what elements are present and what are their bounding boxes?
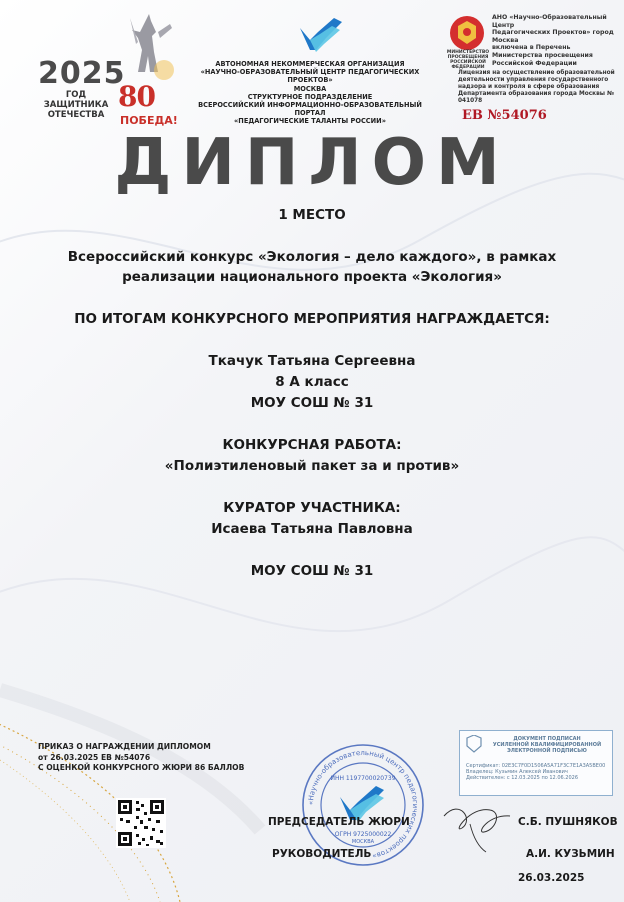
curator-name: Исаева Татьяна Павловна: [211, 521, 413, 537]
organization-logo-icon: [296, 14, 348, 58]
order-line-1: ПРИКАЗ О НАГРАЖДЕНИИ ДИПЛОМОМ: [38, 742, 211, 751]
ministry-caption: МИНИСТЕРСТВО ПРОСВЕЩЕНИЯ РОССИЙСКОЙ ФЕДЕРАЦИИ: [446, 50, 490, 70]
victory-number: 80: [118, 80, 155, 113]
ecard-valid: Действителен: с 12.03.2025 по 12.06.2026: [466, 775, 578, 781]
place-label: 1 МЕСТО: [278, 207, 346, 223]
year-caption: [36, 90, 116, 120]
handwritten-signature: [440, 790, 520, 860]
license-line: Департамента образования города Москвы № 041078: [458, 91, 615, 104]
org-line: АВТОНОМНАЯ НЕКОММЕРЧЕСКАЯ ОРГАНИЗАЦИЯ: [215, 60, 405, 68]
stamp-ogrn: ОГРН 9725000022: [334, 831, 392, 838]
participant-name: Ткачук Татьяна Сергеевна: [208, 353, 416, 369]
right-org-line: Педагогических Проектов» город Москва: [492, 29, 614, 44]
participant-grade: 8 А класс: [275, 374, 349, 390]
org-line: ВСЕРОССИЙСКИЙ ИНФОРМАЦИОННО-ОБРАЗОВАТЕЛЬНЫЙ ПОРТАЛ: [198, 101, 422, 118]
license-text: [458, 70, 624, 105]
contest-line-2: реализации национального проекта «Экология»: [122, 269, 502, 285]
right-org-line: Российской Федерации: [492, 59, 577, 67]
head-role: РУКОВОДИТЕЛЬ: [272, 848, 372, 860]
jury-chair-name: С.Б. ПУШНЯКОВ: [518, 816, 618, 828]
electronic-signature-card: [459, 730, 613, 796]
ecard-cert: Сертификат: 02E3C7F0D1506A5A71F3C7E1A3A5BE00: [466, 763, 606, 769]
order-info: [38, 742, 244, 774]
head-name: А.И. КУЗЬМИН: [526, 848, 615, 860]
coat-of-arms-icon: [464, 735, 484, 753]
year-label: 2025: [38, 56, 126, 91]
victory-word: ПОБЕДА!: [120, 114, 178, 127]
jury-chair-role: ПРЕДСЕДАТЕЛЬ ЖЮРИ: [268, 816, 410, 828]
stamp-ring-text: «Научно-образовательный центр педагогических проектов»: [306, 748, 420, 861]
year-caption-line2: ОТЕЧЕСТВА: [47, 110, 105, 120]
right-organization-text: [492, 14, 620, 67]
org-line: СТРУКТУРНОЕ ПОДРАЗДЕЛЕНИЕ: [247, 92, 373, 101]
participant-school: МОУ СОШ № 31: [250, 395, 374, 411]
license-line: деятельности управления государственного: [458, 77, 609, 83]
contest-line-1: Всероссийский конкурс «Экология – дело каждого», в рамках: [67, 249, 557, 265]
org-line: «ПЕДАГОГИЧЕСКИЕ ТАЛАНТЫ РОССИИ»: [234, 117, 386, 126]
ecard-owner: Владелец: Кузьмин Алексей Иванович: [466, 769, 568, 775]
right-org-line: Министерства просвещения: [492, 51, 593, 59]
page-title: ДИПЛОМ: [114, 126, 510, 200]
registration-number: ЕВ №54076: [462, 108, 547, 123]
work-label: КОНКУРСНАЯ РАБОТА:: [222, 437, 402, 453]
qr-code[interactable]: [116, 798, 166, 848]
organization-block: [190, 60, 430, 126]
license-line: Лицензия на осуществление образовательной: [458, 70, 615, 76]
stamp-city: МОСКВА: [351, 839, 375, 845]
org-line: МОСКВА: [293, 84, 327, 93]
order-line-3: С ОЦЕНКОЙ КОНКУРСНОГО ЖЮРИ 86 БАЛЛОВ: [38, 763, 245, 772]
ecard-line-2: УСИЛЕННОЙ КВАЛИФИЦИРОВАННОЙ: [492, 742, 602, 748]
issue-date: 26.03.2025: [518, 872, 585, 884]
org-line: «НАУЧНО-ОБРАЗОВАТЕЛЬНЫЙ ЦЕНТР ПЕДАГОГИЧЕСКИХ ПРОЕКТОВ»: [200, 68, 420, 85]
ministry-emblem-icon: [446, 12, 488, 52]
ecard-line-1: ДОКУМЕНТ ПОДПИСАН: [513, 736, 581, 742]
license-line: надзора и контроля в сфере образования: [458, 84, 600, 90]
year-caption-line1: ГОД ЗАЩИТНИКА: [43, 90, 109, 110]
right-org-line: включена в Перечень: [492, 44, 571, 52]
curator-label: КУРАТОР УЧАСТНИКА:: [223, 500, 401, 516]
stamp-inn: ИНН 1197700020739: [330, 775, 396, 782]
right-org-line: АНО «Научно-Образовательный Центр: [492, 14, 607, 29]
order-line-2: от 26.03.2025 ЕВ №54076: [38, 752, 151, 762]
awarded-heading: ПО ИТОГАМ КОНКУРСНОГО МЕРОПРИЯТИЯ НАГРАЖДАЕТСЯ:: [74, 311, 550, 327]
ecard-line-3: ЭЛЕКТРОННОЙ ПОДПИСЬЮ: [507, 748, 587, 754]
work-title: «Полиэтиленовый пакет за и против»: [164, 458, 460, 474]
curator-school: МОУ СОШ № 31: [250, 563, 374, 579]
